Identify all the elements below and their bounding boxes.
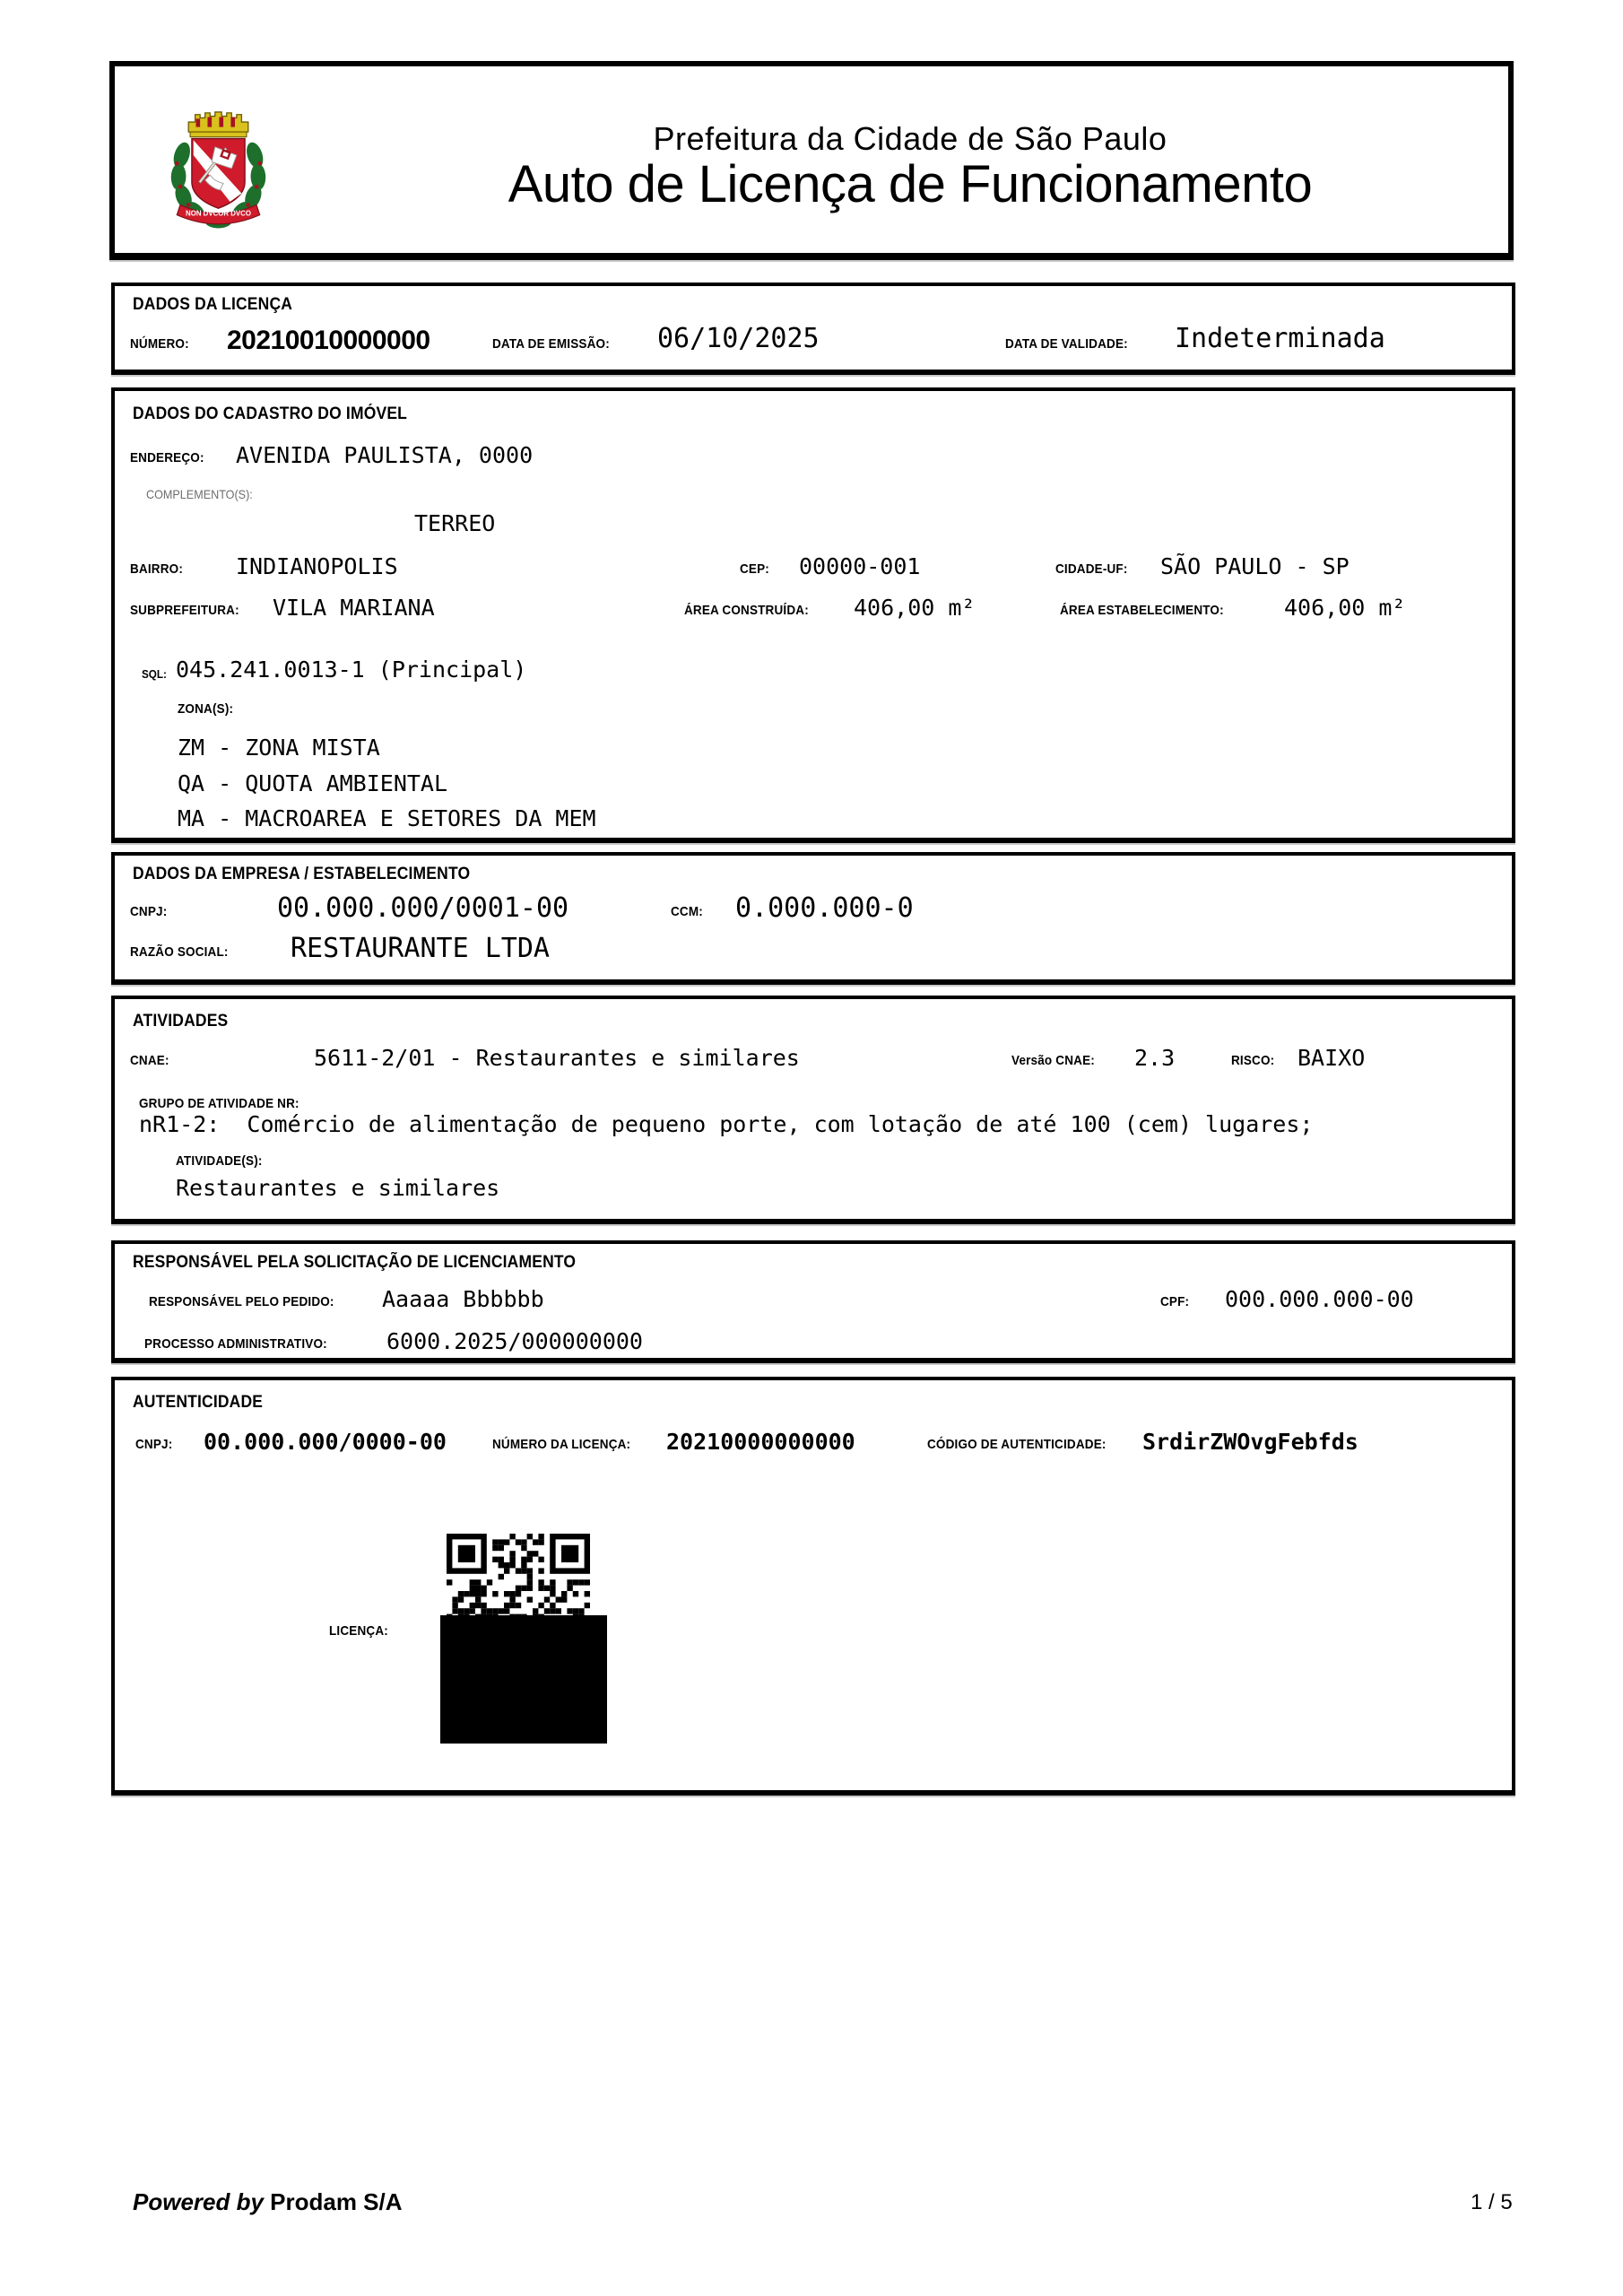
codigo-autenticidade-label: CÓDIGO DE AUTENTICIDADE: [927,1437,1107,1452]
section-responsavel [111,1240,1515,1363]
sql-label: SQL: [142,667,167,681]
cep-value: 00000-001 [799,553,921,579]
section-title: DADOS DO CADASTRO DO IMÓVEL [133,404,408,423]
cnpj-label: CNPJ: [135,1437,173,1452]
section-dados-empresa [111,852,1515,985]
sql-value: 045.241.0013-1 (Principal) [176,657,527,683]
ccm-value: 0.000.000-0 [735,892,914,924]
section-title: ATIVIDADES [133,1012,229,1031]
section-title: RESPONSÁVEL PELA SOLICITAÇÃO DE LICENCIAMENTO [133,1253,577,1272]
risco-value: BAIXO [1298,1045,1366,1071]
footer-company: Prodam S/A [270,2188,403,2215]
responsavel-pedido-value: Aaaaa Bbbbbb [382,1286,544,1312]
cnae-value: 5611-2/01 - Restaurantes e similares [314,1045,800,1071]
section-cadastro-imovel [111,387,1515,843]
versao-cnae-value: 2.3 [1134,1045,1176,1071]
area-estabelecimento-value: 406,00 m² [1284,595,1406,621]
page-title: Auto de Licença de Funcionamento [508,155,1313,213]
complemento-value: TERREO [414,510,496,536]
razao-social-label: RAZÃO SOCIAL: [130,944,229,960]
zona-item: ZM - ZONA MISTA [178,735,380,761]
powered-by-text: Powered by [133,2188,271,2215]
responsavel-pedido-label: RESPONSÁVEL PELO PEDIDO: [149,1294,334,1309]
grupo-atividade-label: GRUPO DE ATIVIDADE NR: [139,1096,299,1111]
cidade-uf-label: CIDADE-UF: [1055,561,1128,577]
codigo-autenticidade-value: SrdirZWOvgFebfds [1142,1429,1358,1455]
data-validade-label: DATA DE VALIDADE: [1005,336,1128,352]
atividades-list-label: ATIVIDADE(S): [176,1153,263,1169]
cnpj-value: 00.000.000/0000-00 [204,1429,447,1455]
grupo-atividade-value: nR1-2: Comércio de alimentação de pequeno porte, com lotação de até 100 (cem) lugares; [139,1111,1314,1137]
cep-label: CEP: [740,561,769,577]
mural-crown [188,112,248,137]
zonas-label: ZONA(S): [178,701,234,717]
ccm-label: CCM: [671,904,703,919]
page-number: 1 / 5 [1471,2190,1513,2214]
footer [133,2188,403,2216]
zonas-list [178,730,596,837]
numero-value: 20210010000000 [227,326,430,355]
endereco-label: ENDEREÇO: [130,450,204,465]
subprefeitura-label: SUBPREFEITURA: [130,603,239,618]
section-autenticidade [111,1377,1515,1796]
data-validade-value: Indeterminada [1175,323,1385,354]
licenca-label: LICENÇA: [329,1623,388,1639]
endereco-value: AVENIDA PAULISTA, 0000 [236,442,534,468]
redacted-license-block [440,1615,607,1744]
section-atividades [111,996,1515,1224]
area-construida-label: ÁREA CONSTRUÍDA: [684,603,809,618]
area-construida-value: 406,00 m² [854,595,976,621]
data-emissao-value: 06/10/2025 [657,323,820,354]
section-dados-da-licenca [111,283,1515,375]
cnae-label: CNAE: [130,1053,169,1068]
atividade-item: Restaurantes e similares [176,1175,500,1201]
bairro-label: BAIRRO: [130,561,184,577]
cnpj-label: CNPJ: [130,904,168,919]
cnpj-value: 00.000.000/0001-00 [277,892,569,924]
numero-licenca-label: NÚMERO DA LICENÇA: [492,1437,631,1452]
cidade-uf-value: SÃO PAULO - SP [1160,553,1350,579]
complemento-label: COMPLEMENTO(S): [146,487,253,501]
cpf-value: 000.000.000-00 [1225,1286,1414,1312]
section-title: DADOS DA LICENÇA [133,295,293,314]
area-estabelecimento-label: ÁREA ESTABELECIMENTO: [1060,603,1224,618]
razao-social-value: RESTAURANTE LTDA [291,933,550,964]
zona-item: QA - QUOTA AMBIENTAL [178,770,448,796]
bairro-value: INDIANOPOLIS [236,553,398,579]
shield [192,139,245,209]
numero-licenca-value: 20210000000000 [666,1429,855,1455]
org-name: Prefeitura da Cidade de São Paulo [653,120,1167,157]
header-section [109,61,1514,260]
data-emissao-label: DATA DE EMISSÃO: [492,336,610,352]
numero-label: NÚMERO: [130,336,189,352]
processo-label: PROCESSO ADMINISTRATIVO: [144,1336,327,1352]
processo-value: 6000.2025/000000000 [386,1328,643,1354]
sao-paulo-coat-of-arms-logo [167,100,270,233]
cpf-label: CPF: [1160,1294,1190,1309]
qr-code [447,1534,590,1616]
section-title: DADOS DA EMPRESA / ESTABELECIMENTO [133,865,471,883]
zona-item: MA - MACROAREA E SETORES DA MEM [178,805,596,831]
risco-label: RISCO: [1231,1053,1275,1068]
versao-cnae-label: Versão CNAE: [1011,1053,1095,1068]
section-title: AUTENTICIDADE [133,1393,264,1412]
subprefeitura-value: VILA MARIANA [273,595,435,621]
motto-text: NON DVCOR DVCO [186,209,251,218]
